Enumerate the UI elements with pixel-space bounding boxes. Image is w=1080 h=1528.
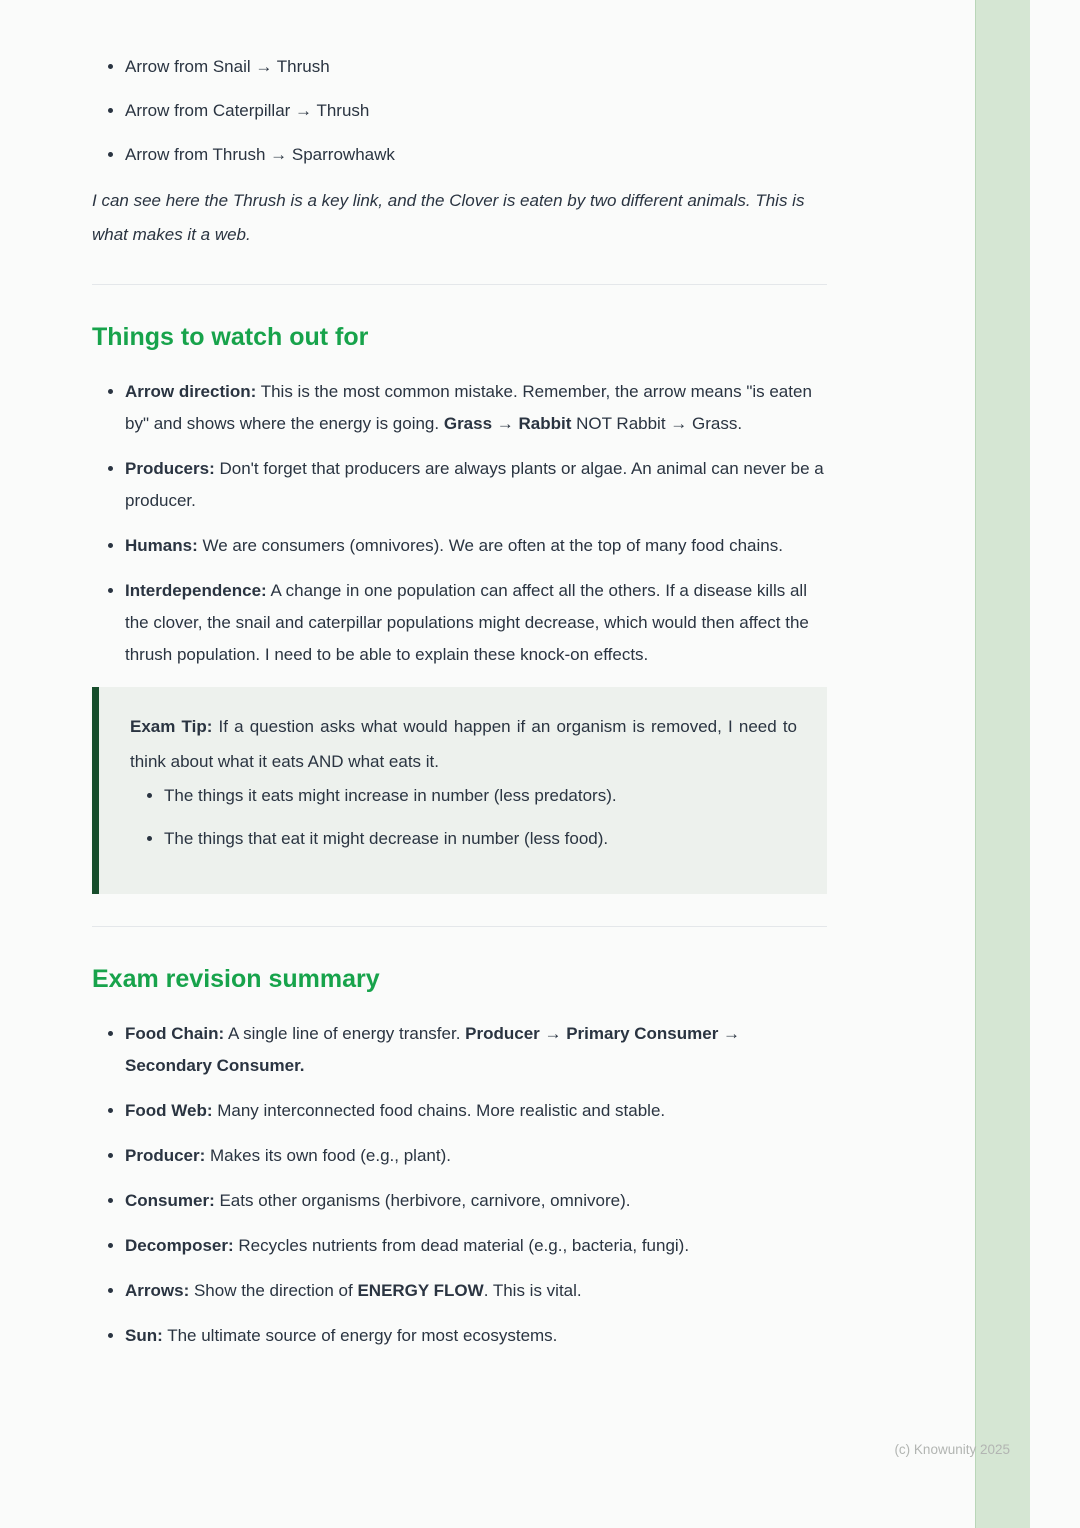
term-label: Arrow direction: [125, 382, 257, 401]
term-text: We are consumers (omnivores). We are often at the top of many food chains. [197, 536, 783, 555]
list-item-text: Arrow from Thrush → Sparrowhawk [125, 145, 395, 164]
term-text: NOT Rabbit → Grass. [571, 414, 743, 433]
revision-summary-list [92, 1018, 827, 1352]
list-item [125, 453, 827, 517]
list-item [125, 140, 827, 170]
list-item [125, 96, 827, 126]
section-divider [92, 284, 827, 285]
term-text: Eats other organisms (herbivore, carnivore, omnivore). [214, 1191, 631, 1210]
exam-tip-label: Exam Tip: [130, 717, 213, 736]
list-item [125, 1230, 827, 1262]
list-item [125, 1275, 827, 1307]
list-item [164, 824, 797, 854]
term-label: Arrows: [125, 1281, 190, 1300]
term-text: A change in one population can affect all the others. If a disease kills all the clover, the snail and caterpillar populations might decrease, which would then affect the thrush population. I need to be able to explain these knock-on effects. [125, 581, 809, 664]
term-label: Interdependence: [125, 581, 267, 600]
exam-tip-text: If a question asks what would happen if an organism is removed, I need to think about what it eats AND what eats it. [130, 717, 798, 771]
exam-tip-paragraph [130, 709, 797, 779]
term-label: Food Chain: [125, 1024, 225, 1043]
section-title-revision-summary: Exam revision summary [92, 965, 380, 993]
term-text: Recycles nutrients from dead material (e.g., bacteria, fungi). [233, 1236, 690, 1255]
observation-note: I can see here the Thrush is a key link, and the Clover is eaten by two different animals. This is what makes it a web. [92, 191, 805, 244]
watermark: (c) Knowunity 2025 [894, 1442, 1010, 1457]
term-label: Decomposer: [125, 1236, 234, 1255]
list-item [164, 781, 797, 811]
list-item [125, 52, 827, 82]
term-label: Humans: [125, 536, 198, 555]
list-item [125, 530, 827, 562]
section-title-watch-out: Things to watch out for [92, 323, 369, 351]
term-text: Show the direction of [189, 1281, 358, 1300]
food-web-arrow-list [92, 52, 827, 170]
list-item-text: The things that eat it might decrease in number (less food). [164, 829, 609, 848]
list-item [125, 1095, 827, 1127]
term-text: Don't forget that producers are always plants or algae. An animal can never be a producer. [125, 459, 824, 510]
watch-out-list [92, 376, 827, 671]
section-divider [92, 926, 827, 927]
term-bold: ENERGY FLOW [357, 1281, 484, 1300]
term-bold: Producer → Primary Consumer → Secondary Consumer. [125, 1024, 741, 1075]
term-text: . This is vital. [483, 1281, 582, 1300]
exam-tip-callout [92, 687, 827, 894]
term-label: Producers: [125, 459, 215, 478]
term-label: Producer: [125, 1146, 206, 1165]
term-bold: Grass → Rabbit [443, 414, 572, 433]
term-text: The ultimate source of energy for most ecosystems. [162, 1326, 558, 1345]
term-label: Food Web: [125, 1101, 213, 1120]
term-text: Many interconnected food chains. More realistic and stable. [212, 1101, 666, 1120]
list-item [125, 1320, 827, 1352]
exam-tip-list [130, 781, 797, 854]
list-item [125, 1185, 827, 1217]
list-item-text: The things it eats might increase in number (less predators). [164, 786, 617, 805]
term-label: Sun: [125, 1326, 163, 1345]
term-text: A single line of energy transfer. [224, 1024, 466, 1043]
list-item [125, 1018, 827, 1082]
list-item-text: Arrow from Caterpillar → Thrush [125, 101, 370, 120]
list-item [125, 376, 827, 440]
list-item [125, 1140, 827, 1172]
term-text: This is the most common mistake. Remember, the arrow means "is eaten by" and shows where the energy is going. [125, 382, 812, 433]
term-text: Makes its own food (e.g., plant). [205, 1146, 451, 1165]
term-label: Consumer: [125, 1191, 215, 1210]
list-item-text: Arrow from Snail → Thrush [125, 57, 330, 76]
list-item [125, 575, 827, 671]
